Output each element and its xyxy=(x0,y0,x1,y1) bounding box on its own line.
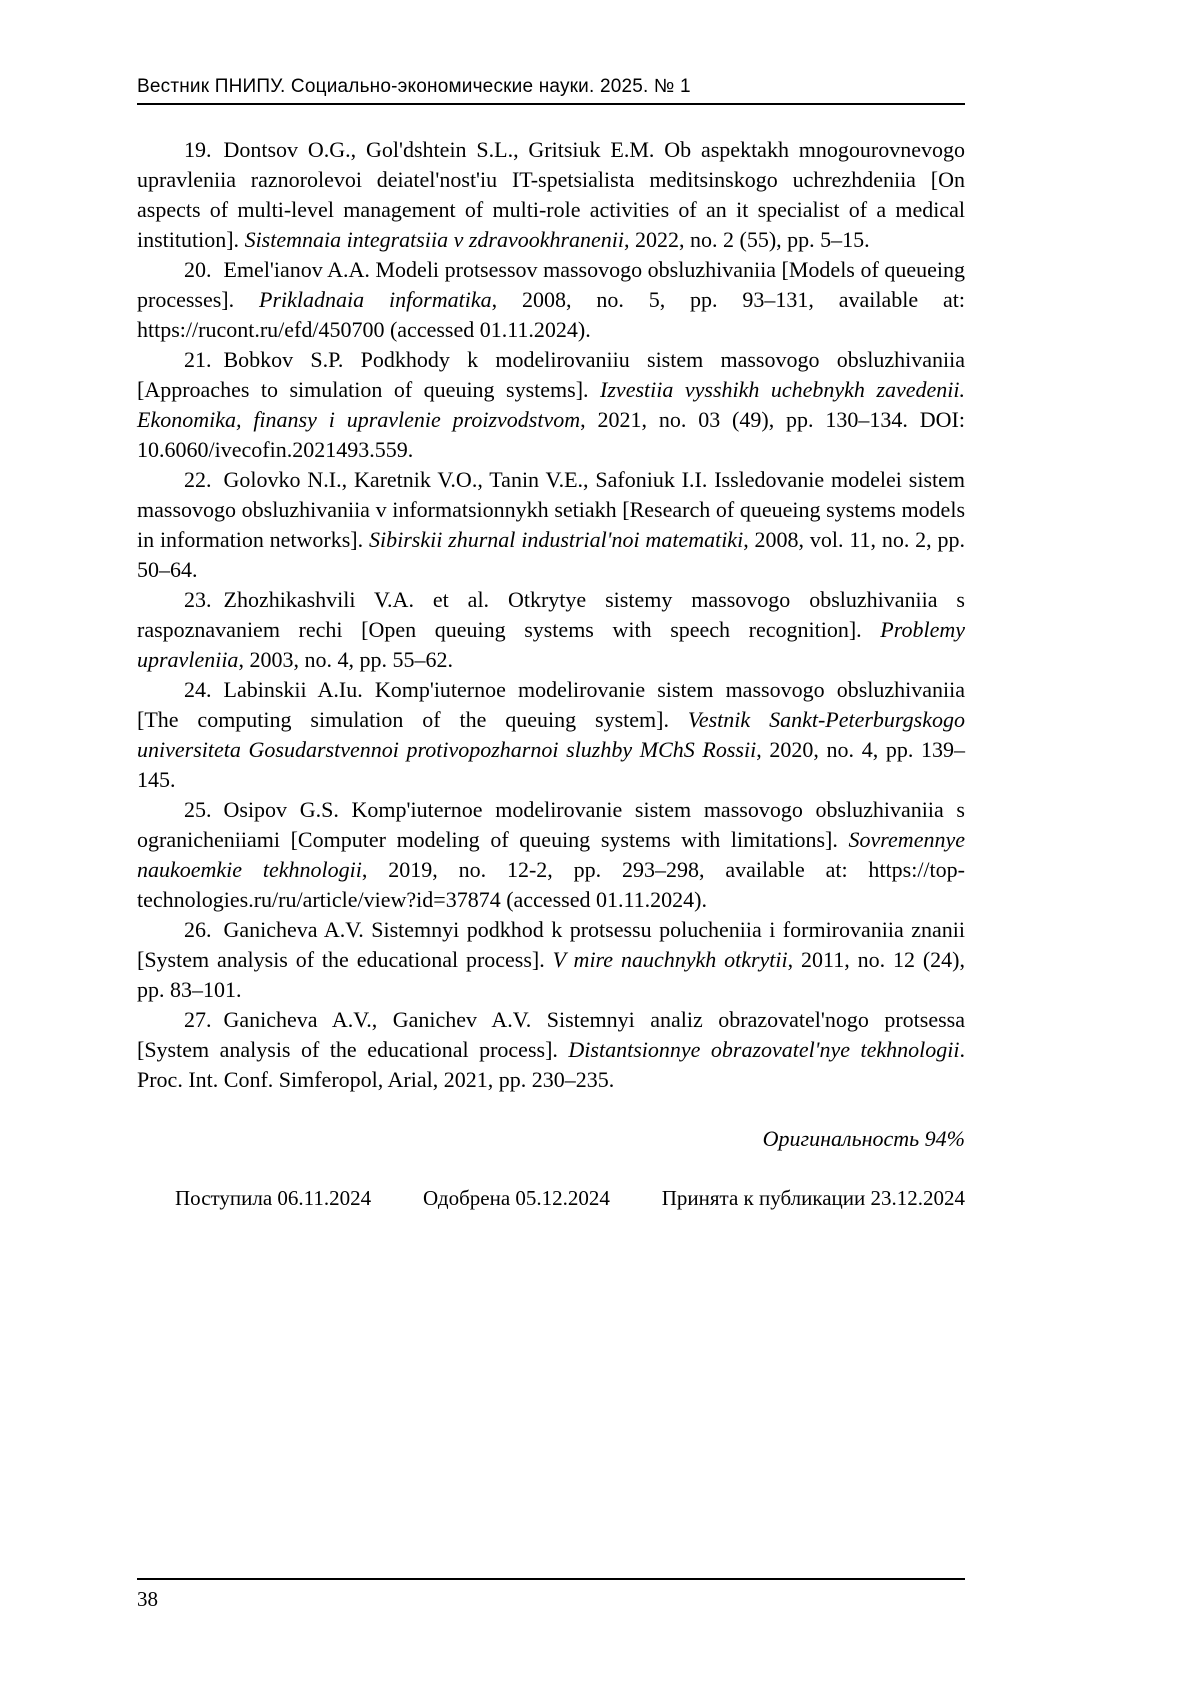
footer-rule xyxy=(137,1578,965,1580)
reference-item xyxy=(137,675,965,795)
date-approved: Одобрена 05.12.2024 xyxy=(423,1186,610,1210)
reference-text: , 2020, no. 4, pp. 139–145. xyxy=(137,737,966,792)
journal-running-head: Вестник ПНИПУ. Социально-экономические науки. 2025. № 1 xyxy=(137,76,691,97)
reference-text: Ganicheva A.V. Sistemnyi podkhod k protsessu polucheniia i formirovaniia znanii [System analysis of the educational process]. xyxy=(137,917,965,972)
reference-text: , 2008, vol. 11, no. 2, pp. 50–64. xyxy=(137,527,966,582)
reference-source-italic: Sovremennye naukoemkie tekhnologii xyxy=(137,827,965,882)
reference-text: , 2022, no. 2 (55), pp. 5–15. xyxy=(624,227,870,252)
reference-text: , 2008, no. 5, pp. 93–131, available at: https://rucont.ru/efd/450700 (accessed 01.11.2024). xyxy=(137,287,966,342)
reference-item xyxy=(137,915,965,1005)
reference-number: 21. xyxy=(184,347,212,372)
originality-note: Оригинальность 94% xyxy=(762,1126,965,1151)
reference-text: Ganicheva A.V., Ganichev A.V. Sistemnyi analiz obrazovatel'nogo protsessa [System analysis of the educational process]. xyxy=(137,1007,965,1062)
reference-source-italic: Vestnik Sankt-Peterburgskogo universiteta Gosudarstvennoi protivopozharnoi sluzhby MChS Rossii xyxy=(137,707,965,762)
reference-item xyxy=(137,465,965,585)
reference-source-italic: Prikladnaia informatika xyxy=(259,287,492,312)
reference-text: Emel'ianov A.A. Modeli protsessov massovogo obsluzhivaniia [Models of queueing processes]. xyxy=(137,257,965,312)
reference-number: 26. xyxy=(184,917,212,942)
reference-text: , 2021, no. 03 (49), pp. 130–134. DOI: 10.6060/ivecofin.2021493.559. xyxy=(137,407,965,462)
reference-source-italic: Problemy upravleniia xyxy=(137,617,965,672)
reference-text: Zhozhikashvili V.A. et al. Otkrytye sistemy massovogo obsluzhivaniia s raspoznavaniem rechi [Open queuing systems with speech recognition]. xyxy=(137,587,965,642)
reference-source-italic: V mire nauchnykh otkrytii xyxy=(552,947,788,972)
reference-text: Golovko N.I., Karetnik V.O., Tanin V.E., Safoniuk I.I. Issledovanie modelei sistem massovogo obsluzhivaniia v informatsionnykh setiakh [Research of queueing systems models in information networks]. xyxy=(137,467,965,552)
reference-number: 24. xyxy=(184,677,212,702)
references-list xyxy=(137,135,965,1095)
page-content-column xyxy=(137,0,965,1211)
reference-text: Bobkov S.P. Podkhody k modelirovaniiu sistem massovogo obsluzhivaniia [Approaches to simulation of queuing systems]. xyxy=(137,347,965,402)
reference-item xyxy=(137,795,965,915)
reference-text: Labinskii A.Iu. Komp'iuternoe modelirovanie sistem massovogo obsluzhivaniia [The computing simulation of the queuing system]. xyxy=(137,677,965,732)
reference-source-italic: Distantsionnye obrazovatel'nye tekhnologii xyxy=(568,1037,960,1062)
reference-text: Osipov G.S. Komp'iuternoe modelirovanie sistem massovogo obsluzhivaniia s ogranicheniiami [Computer modeling of queuing systems with limitations]. xyxy=(137,797,965,852)
reference-text: , 2019, no. 12-2, pp. 293–298, available at: https://top-technologies.ru/ru/article/view?id=37874 (accessed 01.11.2024). xyxy=(137,857,965,912)
reference-item xyxy=(137,135,965,255)
date-received: Поступила 06.11.2024 xyxy=(175,1186,372,1210)
reference-item xyxy=(137,585,965,675)
submission-dates-line xyxy=(137,1185,965,1211)
reference-number: 20. xyxy=(184,257,212,282)
reference-number: 27. xyxy=(184,1007,212,1032)
page-number: 38 xyxy=(137,1587,158,1611)
reference-number: 22. xyxy=(184,467,212,492)
reference-text: . Proc. Int. Conf. Simferopol, Arial, 2021, pp. 230–235. xyxy=(137,1037,965,1092)
reference-number: 25. xyxy=(184,797,212,822)
reference-number: 19. xyxy=(184,137,212,162)
reference-text: Dontsov O.G., Gol'dshtein S.L., Gritsiuk E.M. Ob aspektakh mnogourovnevogo upravleniia raznorolevoi deiatel'nost'iu IT-spetsialista meditsinskogo uchrezhdeniia [On aspects of multi-level management of multi-role activities of an it specialist of a medical institution]. xyxy=(137,137,965,252)
reference-text: , 2011, no. 12 (24), pp. 83–101. xyxy=(137,947,965,1002)
header-rule xyxy=(137,103,965,105)
reference-source-italic: Izvestiia vysshikh uchebnykh zavedenii. Ekonomika, finansy i upravlenie proizvodstvom xyxy=(137,377,965,432)
date-accepted: Принята к публикации 23.12.2024 xyxy=(661,1186,965,1210)
reference-item xyxy=(137,1005,965,1095)
reference-number: 23. xyxy=(184,587,212,612)
reference-item xyxy=(137,345,965,465)
reference-source-italic: Sistemnaia integratsiia v zdravookhranenii xyxy=(244,227,625,252)
reference-item xyxy=(137,255,965,345)
reference-text: , 2003, no. 4, pp. 55–62. xyxy=(238,647,453,672)
reference-source-italic: Sibirskii zhurnal industrial'noi matematiki xyxy=(368,527,744,552)
